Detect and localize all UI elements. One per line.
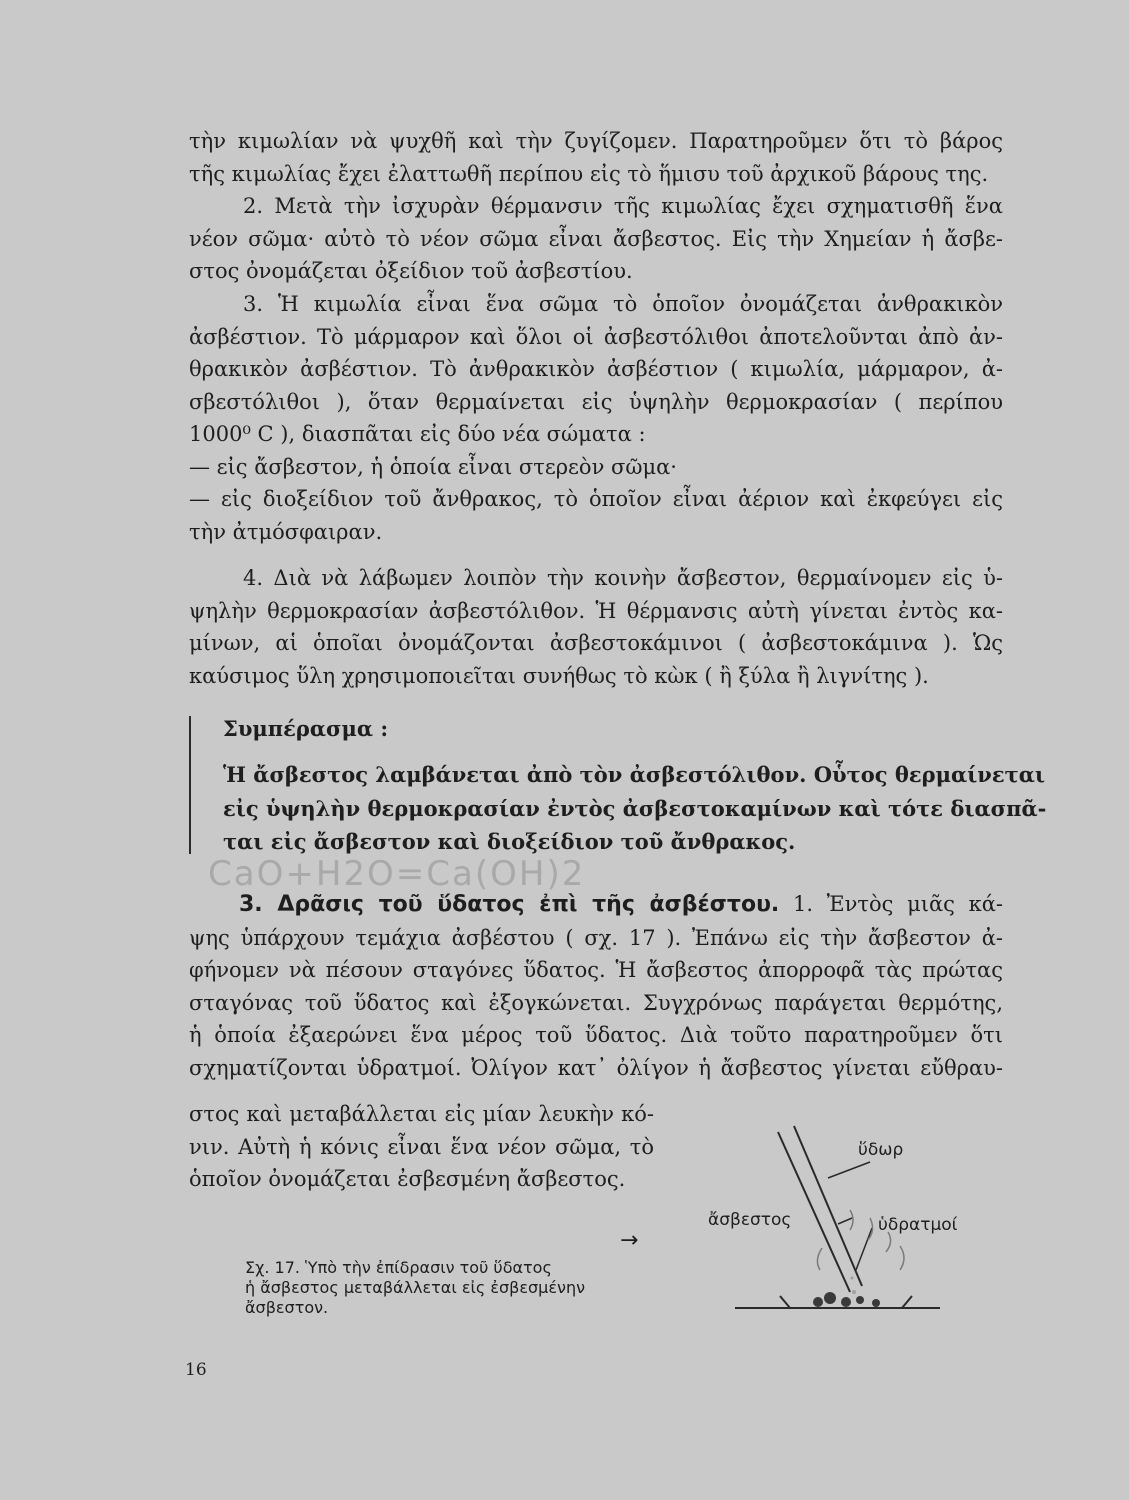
section-title: 3. Δρᾶσις τοῦ ὕδατος ἐπὶ τῆς ἀσβέστου. — [239, 892, 780, 917]
water-drop — [852, 1290, 856, 1294]
label-water: ὕδωρ — [858, 1140, 904, 1160]
dropper-right-edge — [794, 1126, 862, 1286]
label-vapour: ὑδρατμοί — [878, 1215, 958, 1235]
text-line: — εἰς ἄσβεστον, ἡ ὁποία εἶναι στερεὸν σῶμα· — [189, 454, 677, 479]
water-pointer — [828, 1162, 870, 1178]
conclusion-box — [189, 716, 1047, 854]
text-line: στος καὶ μεταβάλλεται εἰς μίαν λευκὴν κό- — [189, 1102, 654, 1126]
lime-lump — [856, 1296, 864, 1304]
caption-line: Σχ. 17. Ὑπὸ τὴν ἐπίδρασιν τοῦ ὕδατος — [245, 1258, 552, 1277]
text-line: 1000⁰ C ), διασπᾶται εἰς δύο νέα σώματα : — [189, 422, 646, 446]
text-line: καύσιμος ὕλη χρησιμοποιεῖται συνήθως τὸ κὼκ ( ἢ ξύλα ἢ λιγνίτης ). — [189, 663, 929, 688]
text-line: ὁποῖον ὀνομάζεται ἐσβεσμένη ἄσβεστος. — [189, 1167, 626, 1191]
vapour-wisp — [850, 1210, 853, 1230]
label-lime: ἄσβεστος — [708, 1210, 792, 1230]
page-number: 16 — [185, 1360, 207, 1380]
text-line: σχηματίζονται ὑδρατμοί. Ὀλίγον κατ᾽ ὀλίγον ἡ ἄσβεστος γίνεται εὔθραυ- — [189, 1055, 1003, 1080]
text-line: νιν. Αὐτὴ ἡ κόνις εἶναι ἕνα νέον σῶμα, τὸ — [189, 1134, 654, 1159]
conclusion-title: Συμπέρασμα : — [223, 716, 389, 741]
section-first-line — [189, 888, 1003, 922]
text-line: τῆς κιμωλίας ἔχει ἐλαττωθῆ περίπου εἰς τὸ ἥμισυ τοῦ ἀρχικοῦ βάρους της. — [189, 161, 989, 186]
conclusion-text — [223, 758, 1047, 859]
text-line: ται εἰς ἄσβεστον καὶ διοξείδιον τοῦ ἄνθρακος. — [223, 829, 796, 854]
text-line: 2. Μετὰ τὴν ἰσχυρὰν θέρμανσιν τῆς κιμωλίας ἔχει σχηματισθῆ ἕνα — [243, 194, 1003, 218]
caption-line: ἄσβεστον. — [245, 1298, 329, 1317]
paragraph-3 — [189, 288, 1003, 548]
text-line: 4. Διὰ νὰ λάβωμεν λοιπὸν τὴν κοινὴν ἄσβεστον, θερμαίνομεν εἰς ὑ- — [243, 566, 1003, 590]
arrow-icon: → — [620, 1228, 639, 1253]
vapour-wisp — [886, 1232, 891, 1252]
lime-lumps — [813, 1292, 880, 1307]
text-line: σταγόνας τοῦ ὕδατος καὶ ἐξογκώνεται. Συγχρόνως παράγεται θερμότης, — [189, 990, 1003, 1015]
text-line: 3. Ἡ κιμωλία εἶναι ἕνα σῶμα τὸ ὁποῖον ὀνομάζεται ἀνθρακικὸν — [243, 292, 1003, 316]
vapour-pointer — [856, 1228, 872, 1270]
figure-caption — [245, 1258, 655, 1318]
text-line: εἰς ὑψηλὴν θερμοκρασίαν ἐντὸς ἀσβεστοκαμίνων καὶ τότε διασπᾶ- — [223, 795, 1047, 821]
text-line: τὴν ἀτμόσφαιραν. — [189, 519, 383, 544]
text-line: σβεστόλιθοι ), ὅταν θερμαίνεται εἰς ὑψηλὴν θερμοκρασίαν ( περίπου — [189, 389, 1003, 414]
text-line: μίνων, αἱ ὁποῖαι ὀνομάζονται ἀσβεστοκάμινοι ( ἀσβεστοκάμινα ). Ὡς — [189, 631, 1003, 655]
water-drop — [851, 1277, 854, 1280]
text-line: τὴν κιμωλίαν νὰ ψυχθῆ καὶ τὴν ζυγίζομεν. Παρατηροῦμεν ὅτι τὸ βάρος — [189, 129, 1003, 153]
caption-line: ἡ ἄσβεστος μεταβάλλεται εἰς ἐσβεσμένην — [245, 1278, 586, 1297]
text-line: νέον σῶμα· αὐτὸ τὸ νέον σῶμα εἶναι ἄσβεστος. Εἰς τὴν Χημείαν ἡ ἄσβε- — [189, 226, 1003, 251]
handwritten-equation: CaO+H2O=Ca(OH)2 — [208, 854, 586, 894]
section-3-narrow-text — [189, 1098, 654, 1196]
dish-left-rim — [780, 1296, 790, 1308]
vapour-wisp — [900, 1246, 904, 1270]
text-line: ἡ ὁποία ἐξαερώνει ἕνα μέρος τοῦ ὕδατος. Διὰ τοῦτο παρατηροῦμεν ὅτι — [189, 1023, 1003, 1047]
paragraph-4 — [189, 562, 1003, 692]
text-line: στος ὀνομάζεται ὀξείδιον τοῦ ἀσβεστίου. — [189, 259, 633, 283]
text-line: Ἡ ἄσβεστος λαμβάνεται ἀπὸ τὸν ἀσβεστόλιθον. Οὗτος θερμαίνεται — [223, 762, 1046, 787]
lime-lump — [872, 1299, 880, 1307]
lime-pointer — [838, 1218, 852, 1224]
text-line: ψης ὑπάρχουν τεμάχια ἀσβέστου ( σχ. 17 ). Ἐπάνω εἰς τὴν ἄσβεστον ἀ- — [189, 925, 1003, 950]
paragraph-1 — [189, 125, 1003, 190]
lime-lump — [824, 1292, 836, 1304]
dish-right-rim — [902, 1296, 912, 1308]
water-drops — [851, 1277, 857, 1295]
text-line: φήνομεν νὰ πέσουν σταγόνες ὕδατος. Ἡ ἄσβεστος ἀπορροφᾶ τὰς πρώτας — [189, 958, 1003, 982]
lime-lump — [841, 1297, 851, 1307]
text-line: θρακικὸν ἀσβέστιον. Τὸ ἀνθρακικὸν ἀσβέστιον ( κιμωλία, μάρμαρον, ἀ- — [189, 357, 1003, 381]
lime-lump — [813, 1297, 823, 1307]
figure-17 — [700, 1120, 970, 1320]
text-line: ψηλὴν θερμοκρασίαν ἀσβεστόλιθον. Ἡ θέρμανσις αὐτὴ γίνεται ἐντὸς κα- — [189, 598, 1003, 623]
section-3 — [189, 888, 1003, 1084]
vapour-wisp — [817, 1248, 822, 1270]
text-line: 1. Ἐντὸς μιᾶς κά- — [792, 892, 1003, 916]
text-line: ἀσβέστιον. Τὸ μάρμαρον καὶ ὅλοι οἱ ἀσβεστόλιθοι ἀποτελοῦνται ἀπὸ ἀν- — [189, 324, 1003, 349]
text-line: — εἰς διοξείδιον τοῦ ἄνθρακος, τὸ ὁποῖον εἶναι ἀέριον καὶ ἐκφεύγει εἰς — [189, 487, 1003, 511]
paragraph-2 — [189, 190, 1003, 288]
